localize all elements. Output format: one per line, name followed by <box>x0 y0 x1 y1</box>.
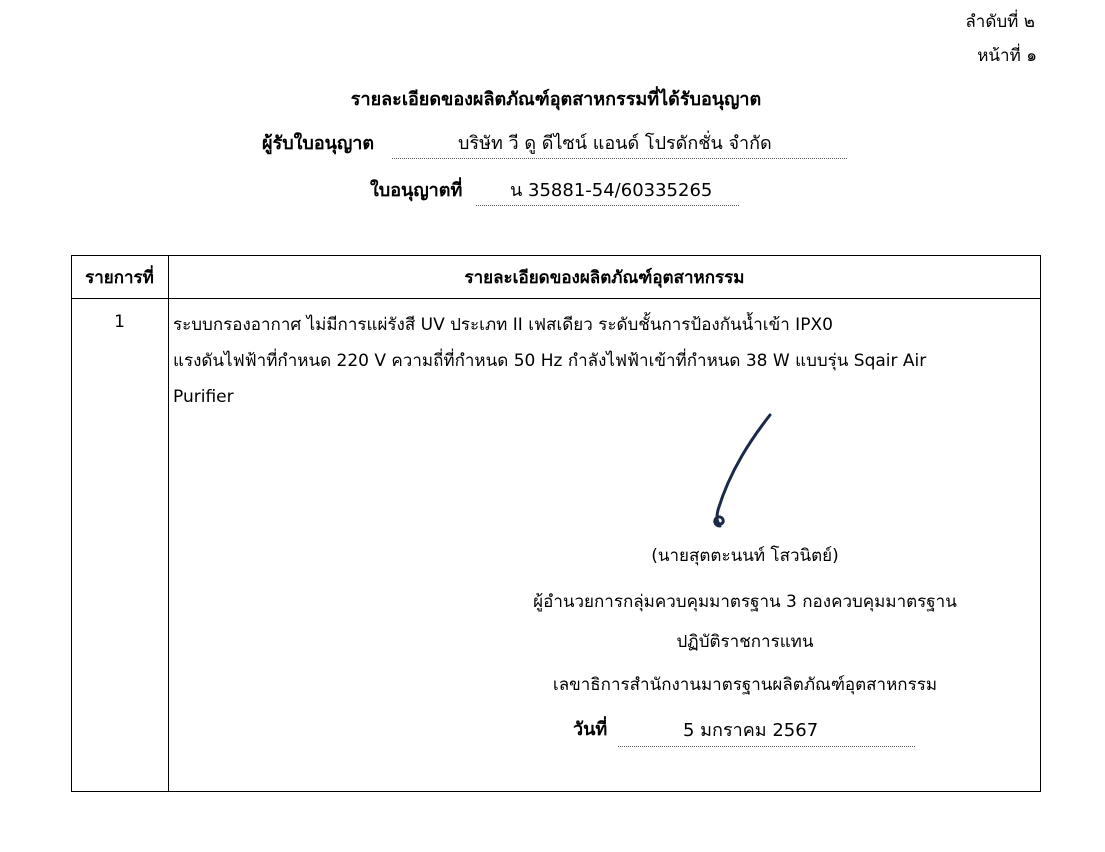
document-title: รายละเอียดของผลิตภัณฑ์อุตสาหกรรมที่ได้รับอนุญาต <box>350 89 762 110</box>
signatory-office: เลขาธิการสำนักงานมาตรฐานผลิตภัณฑ์อุตสาหกรรม <box>552 675 938 695</box>
page-number: หน้าที่ ๑ <box>977 46 1037 66</box>
description-line: Purifier <box>173 387 234 407</box>
licensee-label: ผู้รับใบอนุญาต <box>262 133 375 154</box>
table-column-divider <box>168 255 169 792</box>
date-label: วันที่ <box>573 719 608 740</box>
licensee-value: บริษัท วี ดู ดีไซน์ แอนด์ โปรดักชั่น จำกัด <box>458 133 772 154</box>
license-number-value: น 35881-54/60335265 <box>510 180 713 201</box>
license-number-label: ใบอนุญาตที่ <box>370 180 463 201</box>
table-header-detail: รายละเอียดของผลิตภัณฑ์อุตสาหกรรม <box>464 268 745 288</box>
license-number-dotted-line <box>476 205 739 206</box>
signatory-position: ผู้อำนวยการกลุ่มควบคุมมาตรฐาน 3 กองควบคุมมาตรฐาน <box>533 592 957 612</box>
sequence-number: ลำดับที่ ๒ <box>965 12 1035 32</box>
table-header-item: รายการที่ <box>85 268 154 288</box>
signatory-acting: ปฏิบัติราชการแทน <box>676 632 814 652</box>
table-header-divider <box>71 298 1041 299</box>
table-row-description <box>173 307 1023 415</box>
description-line: ระบบกรองอากาศ ไม่มีการแผ่รังสี UV ประเภท II เฟสเดียว ระดับชั้นการป้องกันน้ำเข้า IPX0 <box>173 315 833 335</box>
signatory-name: (นายสุตตะนนท์ โสวนิตย์) <box>651 546 839 566</box>
description-line: แรงดันไฟฟ้าที่กำหนด 220 V ความถี่ที่กำหนด 50 Hz กำลังไฟฟ้าเข้าที่กำหนด 38 W แบบรุ่น Sqair Air <box>173 351 927 371</box>
table-row-item-number: 1 <box>114 312 125 332</box>
date-value: 5 มกราคม 2567 <box>683 720 819 741</box>
date-dotted-line <box>618 746 915 747</box>
licensee-dotted-line <box>392 158 847 159</box>
handwritten-signature <box>700 410 790 535</box>
